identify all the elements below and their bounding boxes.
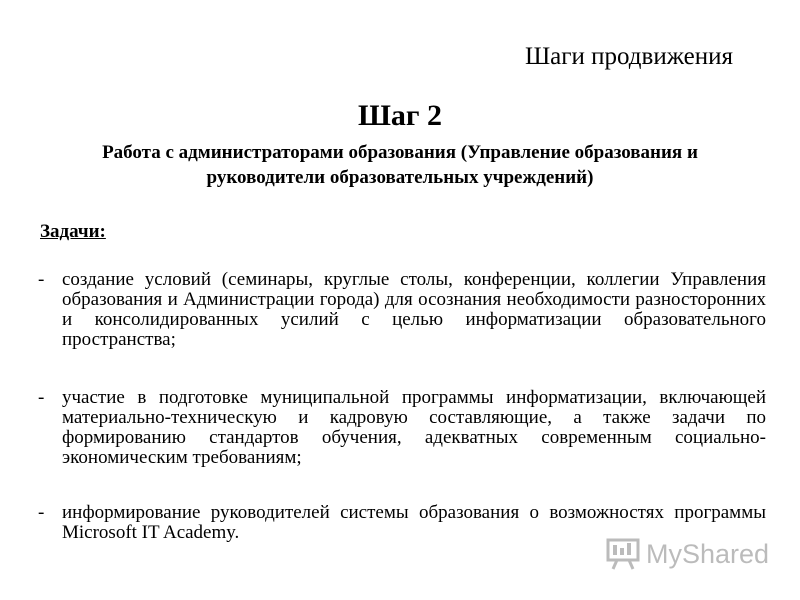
task-item xyxy=(38,270,766,350)
step-title: Шаг 2 xyxy=(357,99,443,132)
task-text: информирование руководителей системы образования о возможностях программы Microsoft IT Academy. xyxy=(62,502,766,543)
watermark-text: MyShared xyxy=(646,539,770,569)
task-text: участие в подготовке муниципальной программы информатизации, включающей материально-техническую и кадровую составляющие, а также задачи по формированию стандартов обучения, адекватных современным социально-экономическим требованиям; xyxy=(62,387,766,468)
section-title: Шаги продвижения xyxy=(524,43,733,70)
task-text: создание условий (семинары, круглые столы, конференции, коллегии Управления образования и Администрации города) для осознания необходимости разносторонних и консолидированных усилий с целью информатизации образовательного пространства; xyxy=(62,269,766,350)
task-item xyxy=(38,388,766,468)
task-bullet: - xyxy=(38,387,45,408)
task-bullet: - xyxy=(38,502,45,523)
step-subtitle: Работа с администраторами образования (Управление образования и руководители образовательных учреждений) xyxy=(102,142,698,188)
watermark-logo xyxy=(606,537,770,571)
task-list xyxy=(38,270,766,581)
task-bullet: - xyxy=(38,269,45,290)
tasks-heading: Задачи: xyxy=(40,221,106,242)
presentation-board-icon xyxy=(606,537,640,571)
